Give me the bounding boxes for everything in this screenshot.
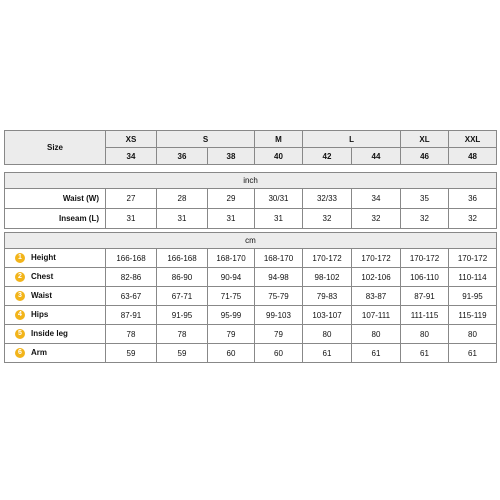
row-label-waist-w: Waist (W) <box>5 189 106 209</box>
table-cell: 166-168 <box>157 249 208 268</box>
table-cell: 79 <box>255 325 303 344</box>
table-cell: 80 <box>449 325 497 344</box>
row-label-arm <box>5 344 106 363</box>
size-number: 46 <box>401 148 449 165</box>
table-cell: 170-172 <box>401 249 449 268</box>
table-cell: 170-172 <box>449 249 497 268</box>
size-number: 34 <box>106 148 157 165</box>
table-cell: 115-119 <box>449 306 497 325</box>
size-number: 40 <box>255 148 303 165</box>
row-label-text: Waist <box>31 291 53 301</box>
table-cell: 61 <box>401 344 449 363</box>
table-cell: 110-114 <box>449 268 497 287</box>
table-cell: 99-103 <box>255 306 303 325</box>
table-cell: 170-172 <box>352 249 401 268</box>
size-number: 36 <box>157 148 208 165</box>
number-badge-icon: 3 <box>15 291 25 301</box>
size-table <box>4 130 497 165</box>
table-cell: 31 <box>106 209 157 229</box>
table-cell: 79 <box>208 325 255 344</box>
table-cell: 86-90 <box>157 268 208 287</box>
size-number: 38 <box>208 148 255 165</box>
row-label-text: Chest <box>31 272 54 282</box>
size-group-s: S <box>157 131 255 148</box>
size-number: 48 <box>449 148 497 165</box>
inch-table <box>4 172 497 229</box>
table-cell: 28 <box>157 189 208 209</box>
table-cell: 30/31 <box>255 189 303 209</box>
table-cell: 90-94 <box>208 268 255 287</box>
table-cell: 32 <box>449 209 497 229</box>
table-cell: 95-99 <box>208 306 255 325</box>
row-label-text: Arm <box>31 348 48 358</box>
table-cell: 63-67 <box>106 287 157 306</box>
table-cell: 80 <box>352 325 401 344</box>
table-cell: 75-79 <box>255 287 303 306</box>
cm-unit-header: cm <box>5 233 497 249</box>
table-cell: 29 <box>208 189 255 209</box>
row-label-hips <box>5 306 106 325</box>
table-cell: 106-110 <box>401 268 449 287</box>
table-cell: 94-98 <box>255 268 303 287</box>
size-label: Size <box>5 131 106 165</box>
table-cell: 78 <box>106 325 157 344</box>
table-cell: 32 <box>303 209 352 229</box>
row-label-text: Inside leg <box>31 329 68 339</box>
table-cell: 79-83 <box>303 287 352 306</box>
row-label-text: Height <box>31 253 56 263</box>
table-cell: 59 <box>106 344 157 363</box>
size-group-l: L <box>303 131 401 148</box>
table-cell: 170-172 <box>303 249 352 268</box>
table-cell: 27 <box>106 189 157 209</box>
table-cell: 91-95 <box>157 306 208 325</box>
table-cell: 80 <box>303 325 352 344</box>
number-badge-icon: 2 <box>15 272 25 282</box>
row-label-inseam-l: Inseam (L) <box>5 209 106 229</box>
table-cell: 35 <box>401 189 449 209</box>
table-cell: 102-106 <box>352 268 401 287</box>
table-cell: 168-170 <box>208 249 255 268</box>
table-cell: 166-168 <box>106 249 157 268</box>
table-cell: 78 <box>157 325 208 344</box>
row-label-chest <box>5 268 106 287</box>
inch-unit-header: inch <box>5 173 497 189</box>
table-cell: 59 <box>157 344 208 363</box>
table-cell: 98-102 <box>303 268 352 287</box>
table-cell: 71-75 <box>208 287 255 306</box>
table-cell: 31 <box>208 209 255 229</box>
row-label-waist <box>5 287 106 306</box>
number-badge-icon: 1 <box>15 253 25 263</box>
table-cell: 91-95 <box>449 287 497 306</box>
table-cell: 168-170 <box>255 249 303 268</box>
cm-table <box>4 232 497 363</box>
table-cell: 34 <box>352 189 401 209</box>
row-label-text: Hips <box>31 310 49 320</box>
size-number: 42 <box>303 148 352 165</box>
size-group-xs: XS <box>106 131 157 148</box>
table-cell: 83-87 <box>352 287 401 306</box>
number-badge-icon: 6 <box>15 348 25 358</box>
size-group-xxl: XXL <box>449 131 497 148</box>
table-cell: 31 <box>255 209 303 229</box>
table-cell: 87-91 <box>106 306 157 325</box>
table-cell: 32/33 <box>303 189 352 209</box>
size-group-m: M <box>255 131 303 148</box>
table-cell: 103-107 <box>303 306 352 325</box>
table-cell: 60 <box>255 344 303 363</box>
number-badge-icon: 5 <box>15 329 25 339</box>
table-cell: 111-115 <box>401 306 449 325</box>
table-cell: 32 <box>352 209 401 229</box>
table-cell: 87-91 <box>401 287 449 306</box>
table-cell: 67-71 <box>157 287 208 306</box>
size-number: 44 <box>352 148 401 165</box>
table-cell: 61 <box>352 344 401 363</box>
table-cell: 107-111 <box>352 306 401 325</box>
table-cell: 60 <box>208 344 255 363</box>
row-label-inside-leg <box>5 325 106 344</box>
table-cell: 80 <box>401 325 449 344</box>
table-cell: 61 <box>449 344 497 363</box>
table-cell: 31 <box>157 209 208 229</box>
table-cell: 36 <box>449 189 497 209</box>
table-cell: 82-86 <box>106 268 157 287</box>
table-cell: 32 <box>401 209 449 229</box>
row-label-height <box>5 249 106 268</box>
number-badge-icon: 4 <box>15 310 25 320</box>
table-cell: 61 <box>303 344 352 363</box>
size-group-xl: XL <box>401 131 449 148</box>
